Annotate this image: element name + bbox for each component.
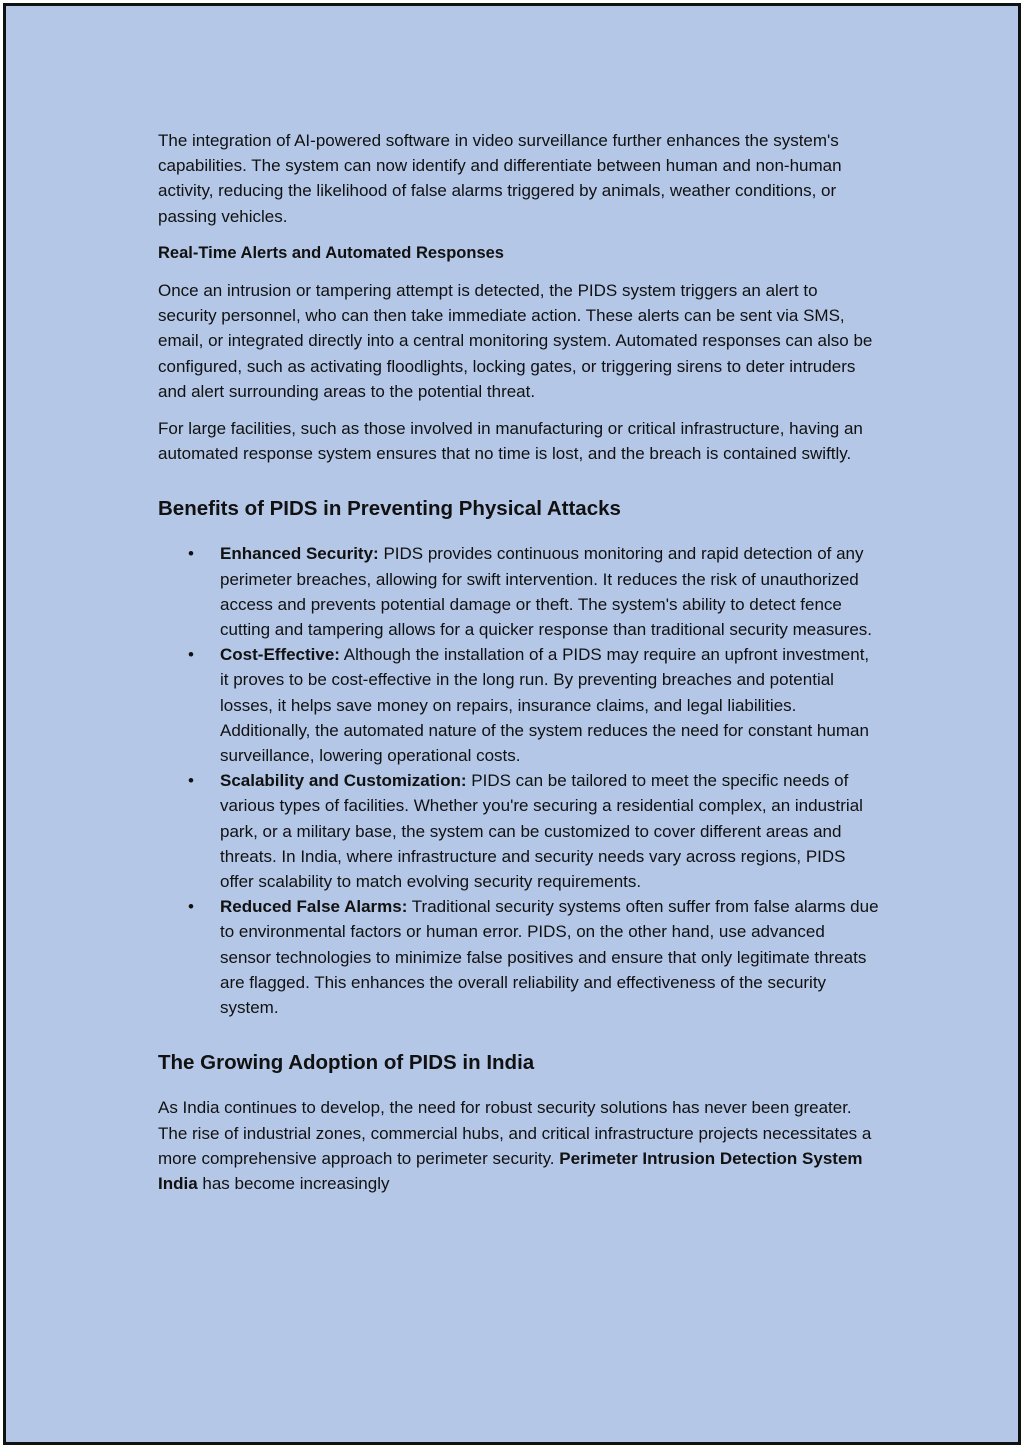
- bullet-icon: •: [188, 897, 194, 917]
- paragraph-adoption-start: As India continues to develop, the need for robust security solutions has never been greater. The rise of industrial zones, commercial hubs, and critical infrastructure projects necessitates a more comprehensive approach to perimeter security.: [158, 1098, 872, 1168]
- paragraph-ai-integration: The integration of AI-powered software in video surveillance further enhances the system's capabilities. The system can now identify and differentiate between human and non-human activity, reducing the likelihood of false alarms triggered by animals, weather conditions, or passing vehicles.: [158, 131, 842, 226]
- list-item-label: Cost-Effective:: [220, 645, 340, 665]
- list-item-cost-effective: [188, 642, 880, 768]
- paragraph-alerts: Once an intrusion or tampering attempt is detected, the PIDS system triggers an alert to security personnel, who can then take immediate action. These alerts can be sent via SMS, email, or integrated directly into a central monitoring system. Automated responses can also be configured, such as activating floodlights, locking gates, or triggering sirens to deter intruders and alert surrounding areas to the potential threat.: [158, 281, 873, 401]
- document-page: [3, 3, 1021, 1445]
- list-item-label: Enhanced Security:: [220, 544, 379, 564]
- bullet-icon: •: [188, 645, 194, 665]
- benefits-list: [158, 541, 880, 1020]
- paragraph-adoption: [158, 1095, 880, 1196]
- list-item-text: PIDS can be tailored to meet the specific needs of various types of facilities. Whether you're securing a residential complex, an industrial park, or a military base, the system can be customized to cover different areas and threats. In India, where infrastructure and security needs vary across regions, PIDS offer scalability to match evolving security requirements.: [220, 771, 863, 892]
- list-item-reduced-false-alarms: [188, 894, 880, 1020]
- list-item-text: Although the installation of a PIDS may require an upfront investment, it proves to be cost-effective in the long run. By preventing breaches and potential losses, it helps save money on repairs, insurance claims, and legal liabilities. Additionally, the automated nature of the system reduces the need for constant human surveillance, lowering operational costs.: [220, 645, 870, 766]
- list-item-label: Scalability and Customization:: [220, 771, 467, 791]
- bullet-icon: •: [188, 544, 194, 564]
- paragraph-adoption-keyword: Perimeter Intrusion Detection System India: [158, 1148, 863, 1193]
- heading-benefits: Benefits of PIDS in Preventing Physical Attacks: [158, 497, 621, 521]
- paragraph-large-facilities: For large facilities, such as those involved in manufacturing or critical infrastructure, having an automated response system ensures that no time is lost, and the breach is contained swiftly.: [158, 419, 863, 464]
- list-item-scalability: [188, 768, 880, 894]
- subheading-real-time-alerts: Real-Time Alerts and Automated Responses: [158, 243, 504, 262]
- paragraph-adoption-end: has become increasingly: [197, 1173, 390, 1193]
- list-item-text: Traditional security systems often suffer from false alarms due to environmental factors or human error. PIDS, on the other hand, use advanced sensor technologies to minimize false positives and ensure that only legitimate threats are flagged. This enhances the overall reliability and effectiveness of the security system.: [220, 897, 879, 1018]
- list-item-text: PIDS provides continuous monitoring and rapid detection of any perimeter breaches, allowing for swift intervention. It reduces the risk of unauthorized access and prevents potential damage or theft. The system's ability to detect fence cutting and tampering allows for a quicker response than traditional security measures.: [220, 544, 873, 640]
- list-item-enhanced-security: [188, 541, 880, 642]
- heading-adoption-india: The Growing Adoption of PIDS in India: [158, 1051, 535, 1075]
- list-item-label: Reduced False Alarms:: [220, 897, 408, 917]
- document-body: [158, 128, 880, 1208]
- bullet-icon: •: [188, 771, 194, 791]
